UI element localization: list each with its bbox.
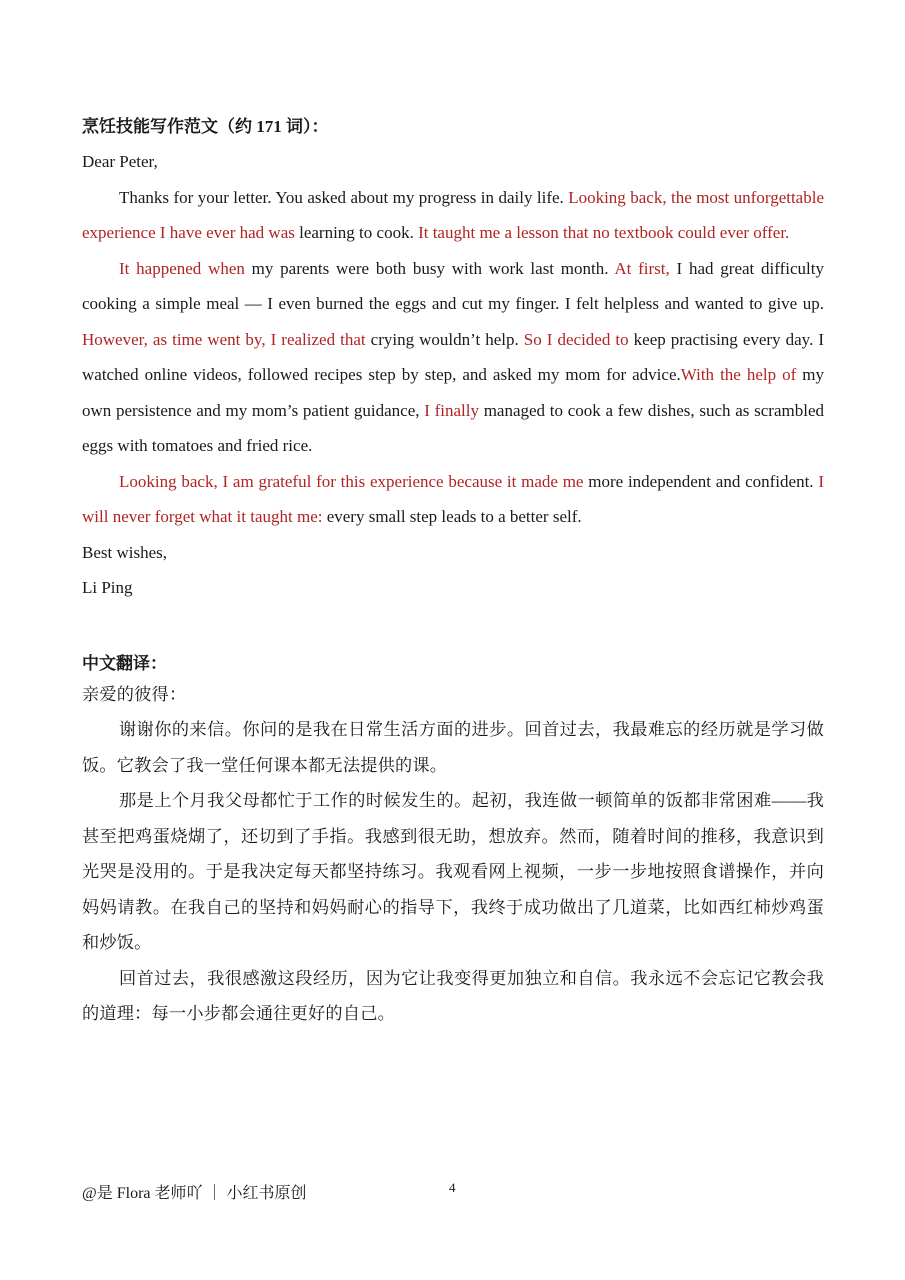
text-segment: managed to cook a few dishes, such as scrambled eggs with tomatoes and fried rice. xyxy=(82,400,824,455)
highlighted-phrase: However, as time went by, I realized that xyxy=(82,329,366,349)
text-segment: Thanks for your letter. You asked about my progress in daily life. xyxy=(119,187,569,207)
document-page xyxy=(82,112,824,1032)
text-segment: learning to cook. xyxy=(294,223,419,242)
highlighted-phrase: Looking back, I am grateful for this experience because it made me xyxy=(119,471,584,491)
signature: Li Ping xyxy=(82,578,133,597)
essay-title: 烹饪技能写作范文（约 171 词）： xyxy=(82,117,329,136)
text-segment: I had great difficulty cooking a simple meal — I even burned the eggs and cut my finger. I felt helpless and wanted to give up. xyxy=(82,258,824,313)
highlighted-phrase: At first, xyxy=(614,258,670,278)
paragraph-1 xyxy=(82,180,824,251)
paragraph-3 xyxy=(82,464,824,535)
highlighted-phrase: With the help of xyxy=(680,365,797,384)
translation-paragraph-3: 回首过去，我很感激这段经历，因为它让我变得更加独立和自信。我永远不会忘记它教会我的道理：每一小步都会通往更好的自己。 xyxy=(82,968,824,1023)
translation-paragraph-2: 那是上个月我父母都忙于工作的时候发生的。起初，我连做一顿简单的饭都非常困难——我甚至把鸡蛋烧煳了，还切到了手指。我感到很无助，想放弃。然而，随着时间的推移，我意识到光哭是没用的。于是我决定每天都坚持练习。我观看网上视频，一步一步地按照食谱操作，并向妈妈请教。在我自己的坚持和妈妈耐心的指导下，我终于成功做出了几道菜，比如西红柿炒鸡蛋和炒饭。 xyxy=(82,791,824,952)
translation-title: 中文翻译： xyxy=(82,653,167,673)
text-segment: keep practising every day. I watched online videos, followed recipes step by step, and asked my mom for advice. xyxy=(82,329,825,384)
paragraph-2 xyxy=(82,251,824,464)
text-segment: my parents were both busy with work last month. xyxy=(244,258,615,278)
closing: Best wishes, xyxy=(82,542,167,562)
greeting: Dear Peter, xyxy=(82,152,158,171)
page-number: 4 xyxy=(449,1180,456,1195)
text-segment: crying wouldn’t help. xyxy=(365,329,524,349)
text-segment: every small step leads to a better self. xyxy=(322,507,582,526)
footer-credit: @是 Flora 老师吖 ｜ 小红书原创 xyxy=(82,1185,307,1202)
translation-greeting: 亲爱的彼得： xyxy=(82,684,187,704)
highlighted-phrase: Looking back, the most unforgettable experience I have ever had was xyxy=(82,187,824,242)
translation-paragraph-1: 谢谢你的来信。你问的是我在日常生活方面的进步。回首过去，我最难忘的经历就是学习做饭。它教会了我一堂任何课本都无法提供的课。 xyxy=(82,720,824,775)
highlighted-phrase: I finally xyxy=(424,400,479,420)
highlighted-phrase: It happened when xyxy=(119,258,245,278)
highlighted-phrase: So I decided to xyxy=(523,329,629,349)
text-segment: more independent and confident. xyxy=(583,471,819,491)
highlighted-phrase: It taught me a lesson that no textbook could ever offer. xyxy=(418,223,790,242)
highlighted-phrase: I will never forget what it taught me: xyxy=(82,471,824,526)
text-segment: my own persistence and my mom’s patient guidance, xyxy=(82,365,825,420)
